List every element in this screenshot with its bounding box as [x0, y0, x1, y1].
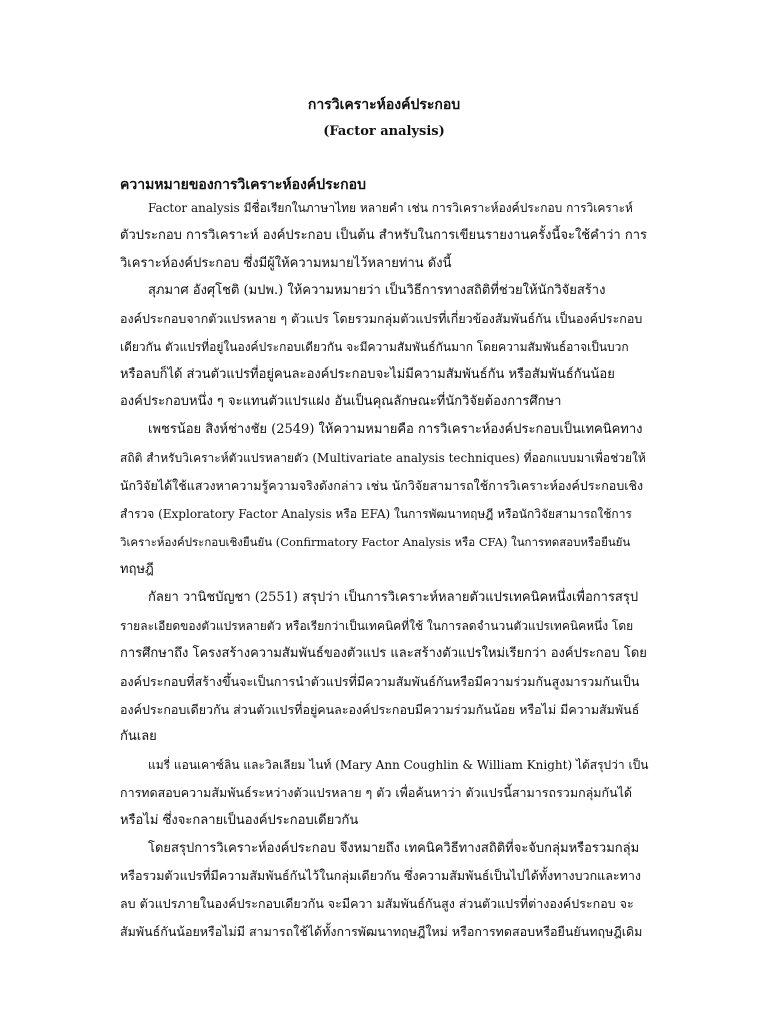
paragraph-line: เดียวกัน ตัวแปรที่อยู่ในองค์ประกอบเดียวกัน จะมีความสัมพันธ์กันมาก โดยความสัมพันธ์อาจเป็นบวก [120, 340, 629, 354]
paragraph-line: โดยสรุปการวิเคราะห์องค์ประกอบ จึงหมายถึง เทคนิควิธีทางสถิติที่จะจับกลุ่มหรือรวมกลุ่ม [148, 841, 640, 856]
paragraph-line: สถิติ สำหรับวิเคราะห์ตัวแปรหลายตัว (Multivariate analysis techniques) ที่ออกแบบมาเพื่อช่วยให้ [120, 451, 646, 465]
paragraph-line: หรือไม่ ซึ่งจะกลายเป็นองค์ประกอบเดียวกัน [120, 813, 359, 828]
paragraph-line: วิเคราะห์องค์ประกอบเชิงยืนยัน (Confirmatory Factor Analysis หรือ CFA) ในการทดสอบหรือยืนยัน [120, 535, 631, 549]
paragraph-line: องค์ประกอบหนึ่ง ๆ จะแทนตัวแปรแฝง อันเป็นคุณลักษณะที่นักวิจัยต้องการศึกษา [120, 394, 562, 409]
paragraph-line: การทดสอบความสัมพันธ์ระหว่างตัวแปรหลาย ๆ ตัว เพื่อค้นหาว่า ตัวแปรนี้สามารถรวมกลุ่มกันได้ [120, 785, 633, 800]
paragraph-line: หรือลบก็ได้ ส่วนตัวแปรที่อยู่คนละองค์ประกอบจะไม่มีความสัมพันธ์กัน หรือสัมพันธ์กันน้อย [120, 367, 615, 382]
paragraph-line: นักวิจัยได้ใช้แสวงหาความรู้ความจริงดังกล่าว เช่น นักวิจัยสามารถใช้การวิเคราะห์องค์ประกอบเชิง [120, 478, 644, 493]
paragraph-line: องค์ประกอบจากตัวแปรหลาย ๆ ตัวแปร โดยรวมกลุ่มตัวแปรที่เกี่ยวข้องสัมพันธ์กัน เป็นองค์ประกอบ [120, 311, 643, 326]
paragraph-line: สัมพันธ์กันน้อยหรือไม่มี สามารถใช้ได้ทั้งการพัฒนาทฤษฎีใหม่ หรือการทดสอบหรือยืนยันทฤษฎีเดิม [120, 924, 643, 939]
paragraph-line: กัลยา วานิชบัญชา (2551) สรุปว่า เป็นการวิเคราะห์หลายตัวแปรเทคนิคหนึ่งเพื่อการสรุป [148, 590, 639, 605]
paragraph-line: ทฤษฎี [120, 562, 154, 577]
document-title: การวิเคราะห์องค์ประกอบ [307, 97, 461, 113]
paragraph-line: Factor analysis มีชื่อเรียกในภาษาไทย หลายคำ เช่น การวิเคราะห์องค์ประกอบ การวิเคราะห์ [148, 201, 633, 215]
paragraph-line: กันเลย [120, 729, 157, 744]
section-heading: ความหมายของการวิเคราะห์องค์ประกอบ [120, 177, 366, 193]
paragraph-line: ลบ ตัวแปรภายในองค์ประกอบเดียวกัน จะมีควา มสัมพันธ์กันสูง ส่วนตัวแปรที่ต่างองค์ประกอบ จะ [120, 896, 634, 911]
paragraph-line: การศึกษาถึง โครงสร้างความสัมพันธ์ของตัวแปร และสร้างตัวแปรใหม่เรียกว่า องค์ประกอบ โดย [120, 646, 647, 661]
paragraph-line: แมรี่ แอนเคาซ์ลิน และวิลเลียม ไนท์ (Mary Ann Coughlin & William Knight) ได้สรุปว่า เป็น [148, 758, 649, 772]
paragraph-line: องค์ประกอบเดียวกัน ส่วนตัวแปรที่อยู่คนละองค์ประกอบมีความร่วมกันน้อย หรือไม่ มีความสัมพันธ์ [120, 702, 640, 717]
paragraph-line: หรือรวมตัวแปรที่มีความสัมพันธ์กันไว้ในกลุ่มเดียวกัน ซึ่งความสัมพันธ์เป็นไปได้ทั้งทางบวกและทาง [120, 868, 641, 883]
paragraph-line: สุภมาศ อังศุโชติ (มปพ.) ให้ความหมายว่า เป็นวิธีการทางสถิติที่ช่วยให้นักวิจัยสร้าง [148, 283, 606, 298]
paragraph-line: ตัวประกอบ การวิเคราะห์ องค์ประกอบ เป็นต้น สำหรับในการเขียนรายงานครั้งนี้จะใช้คำว่า การ [120, 228, 648, 243]
paragraph-line: รายละเอียดของตัวแปรหลายตัว หรือเรียกว่าเป็นเทคนิคที่ใช้ ในการลดจำนวนตัวแปรเทคนิคหนึ่ง โดย [120, 619, 634, 633]
paragraph-line: สำรวจ (Exploratory Factor Analysis หรือ EFA) ในการพัฒนาทฤษฎี หรือนักวิจัยสามารถใช้การ [120, 507, 632, 521]
document-subtitle: (Factor analysis) [323, 124, 445, 139]
paragraph-line: เพชรน้อย สิงห์ช่างชัย (2549) ให้ความหมายคือ การวิเคราะห์องค์ประกอบเป็นเทคนิคทาง [148, 422, 643, 437]
paragraph-line: องค์ประกอบที่สร้างขึ้นจะเป็นการนำตัวแปรที่มีความสัมพันธ์กันหรือมีความร่วมกันสูงมารวมกันเป็น [120, 674, 640, 689]
paragraph-line: วิเคราะห์องค์ประกอบ ซึ่งมีผู้ให้ความหมายไว้หลายท่าน ดังนี้ [120, 256, 452, 271]
